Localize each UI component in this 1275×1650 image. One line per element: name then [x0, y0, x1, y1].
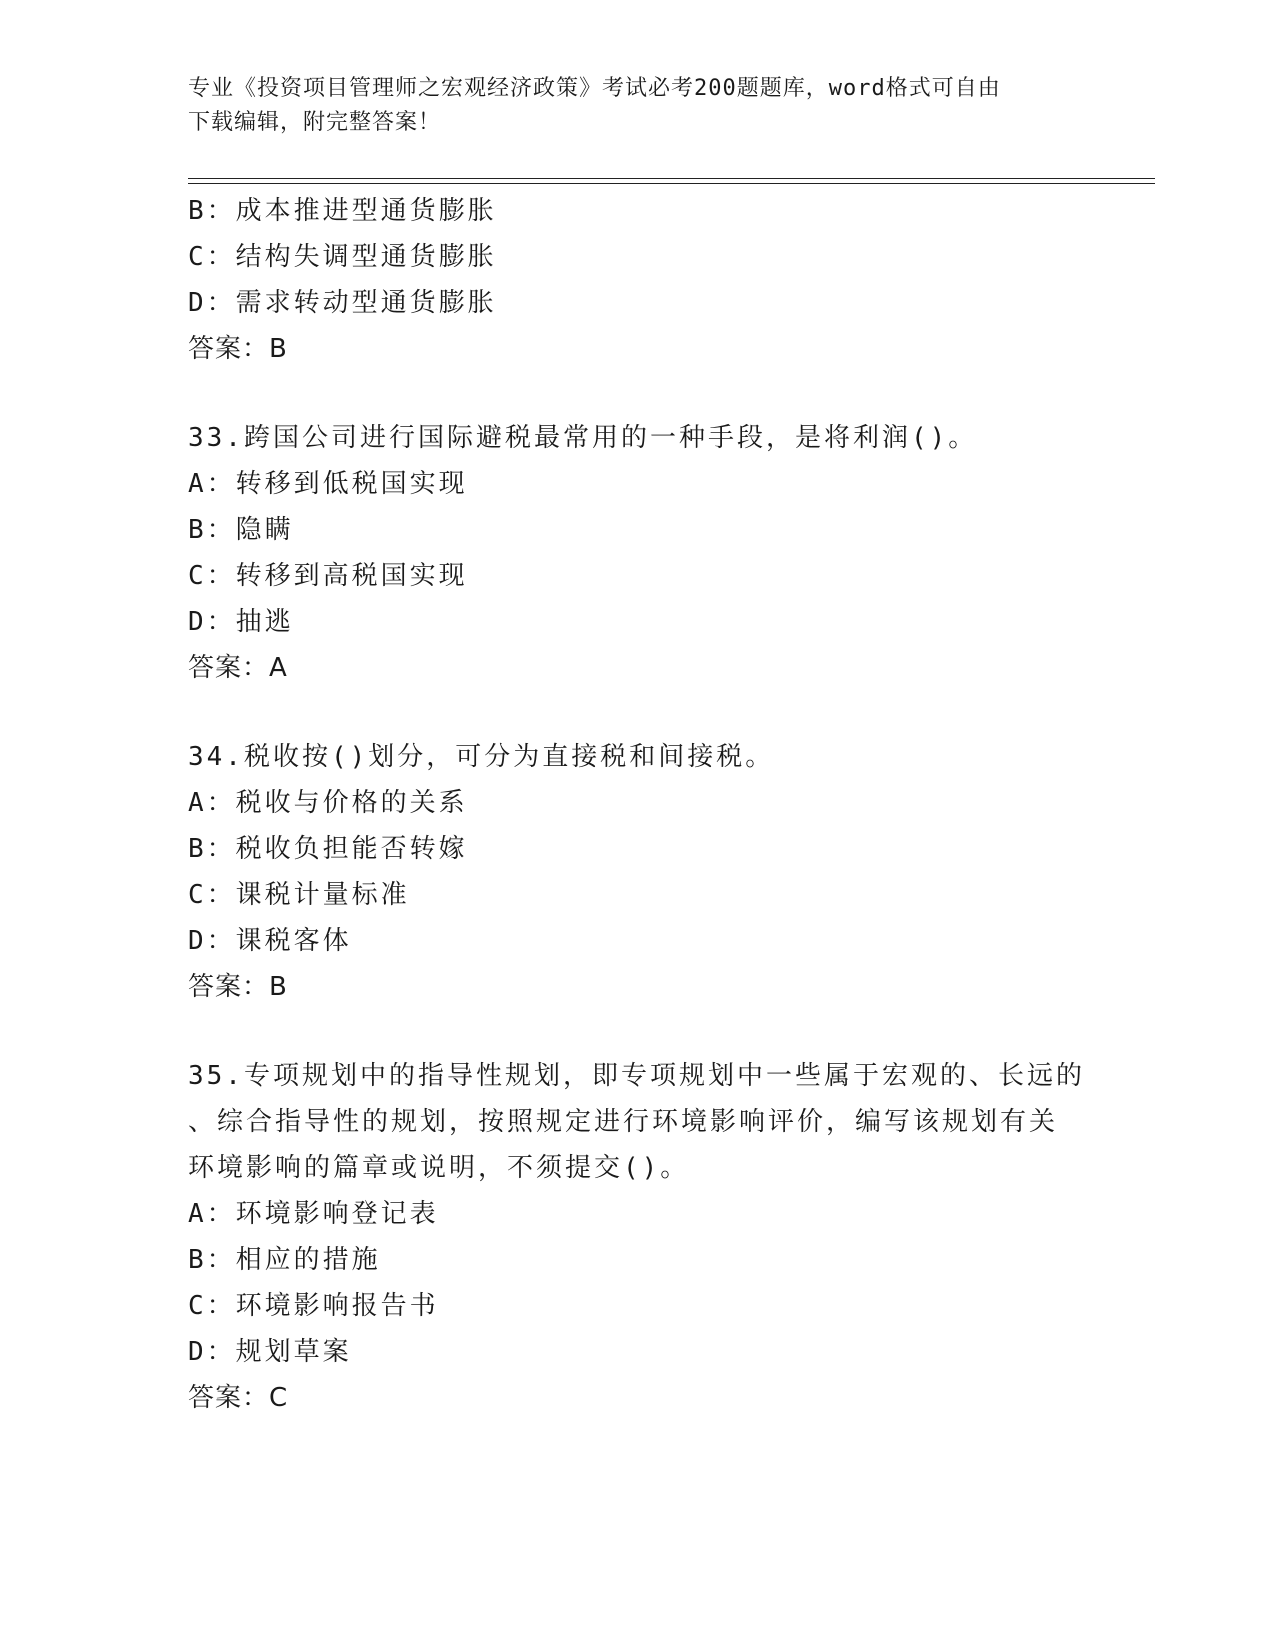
option-b: B：成本推进型通货膨胀 [188, 196, 497, 226]
option-b: B：相应的措施 [188, 1245, 381, 1275]
answer-line: 答案：C [188, 1383, 289, 1413]
header-line-2: 下载编辑，附完整答案！ [188, 110, 442, 135]
question-text-line-3: 环境影响的篇章或说明，不须提交()。 [188, 1153, 690, 1183]
question-text-line-2: 、综合指导性的规划，按照规定进行环境影响评价，编写该规划有关 [188, 1107, 1059, 1137]
option-c: C：转移到高税国实现 [188, 561, 468, 591]
header-divider-bottom [188, 183, 1155, 184]
option-c: C：结构失调型通货膨胀 [188, 242, 497, 272]
question-text: 33.跨国公司进行国际避税最常用的一种手段，是将利润()。 [188, 423, 978, 453]
option-d: D：课税客体 [188, 926, 352, 956]
option-a: A：税收与价格的关系 [188, 788, 468, 818]
answer-line: 答案：A [188, 653, 288, 683]
option-a: A：转移到低税国实现 [188, 469, 468, 499]
header-line-1: 专业《投资项目管理师之宏观经济政策》考试必考200题题库，word格式可自由 [188, 76, 1001, 101]
option-d: D：抽逃 [188, 607, 294, 637]
question-text-line-1: 35.专项规划中的指导性规划，即专项规划中一些属于宏观的、长远的 [188, 1061, 1085, 1091]
question-list [188, 188, 1158, 1421]
answer-line: 答案：B [188, 972, 288, 1002]
question-text: 34.税收按()划分，可分为直接税和间接税。 [188, 742, 775, 772]
question-32-tail [188, 188, 1158, 372]
option-d: D：规划草案 [188, 1337, 352, 1367]
option-b: B：隐瞒 [188, 515, 294, 545]
question-34 [188, 734, 1158, 1010]
option-d: D：需求转动型通货膨胀 [188, 288, 497, 318]
option-a: A：环境影响登记表 [188, 1199, 439, 1229]
option-b: B：税收负担能否转嫁 [188, 834, 468, 864]
option-c: C：环境影响报告书 [188, 1291, 439, 1321]
document-header [188, 72, 1088, 140]
option-c: C：课税计量标准 [188, 880, 410, 910]
question-33 [188, 415, 1158, 691]
question-35 [188, 1053, 1158, 1421]
answer-line: 答案：B [188, 334, 288, 364]
header-divider-top [188, 178, 1155, 179]
